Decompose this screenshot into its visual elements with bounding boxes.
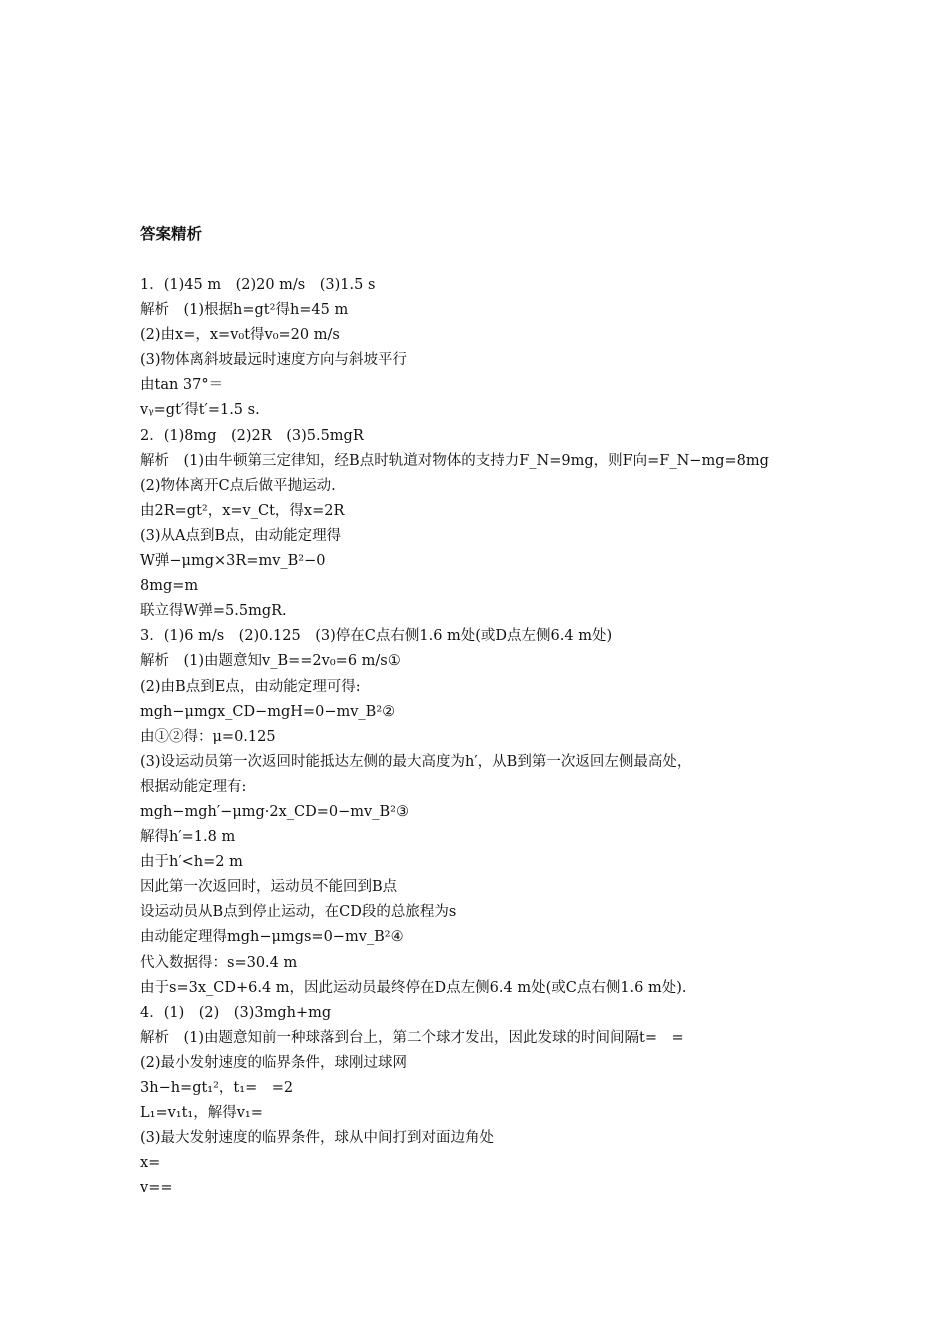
- text-line: 3h−h=gt₁²，t₁= =2: [140, 1080, 294, 1096]
- text-line: 由①②得：μ=0.125: [140, 728, 276, 745]
- text-line: 因此第一次返回时，运动员不能回到B点: [140, 879, 398, 896]
- text-line: 设运动员从B点到停止运动，在CD段的总旅程为s: [140, 904, 457, 921]
- text-line: 解得h′=1.8 m: [140, 829, 236, 846]
- answer-document: [140, 222, 820, 1201]
- text-line: 由tan 37°＝: [140, 377, 224, 394]
- text-line: 1．(1)45 m (2)20 m/s (3)1.5 s: [140, 277, 376, 293]
- text-line: 由动能定理得mgh−μmgs=0−mv_B²④: [140, 929, 404, 946]
- text-line: x=: [140, 1155, 161, 1172]
- text-line: (2)物体离开C点后做平抛运动.: [140, 477, 336, 494]
- text-line: 代入数据得：s=30.4 m: [140, 954, 298, 971]
- text-line: 联立得W弹=5.5mgR.: [140, 603, 287, 620]
- page-title: 答案精析: [140, 225, 203, 243]
- text-line: (2)最小发射速度的临界条件，球刚过球网: [140, 1054, 408, 1071]
- text-line: (3)从A点到B点，由动能定理得: [140, 527, 342, 544]
- text-line: vᵧ=gt′得t′=1.5 s.: [140, 402, 260, 419]
- text-line: W弹−μmg×3R=mv_B²−0: [140, 553, 326, 570]
- text-line: v==: [140, 1180, 173, 1197]
- text-line: (3)设运动员第一次返回时能抵达左侧的最大高度为h′，从B到第一次返回左侧最高处，: [140, 753, 692, 770]
- text-line: mgh−mgh′−μmg·2x_CD=0−mv_B²③: [140, 803, 409, 820]
- text-line: (2)由B点到E点，由动能定理可得:: [140, 678, 361, 695]
- text-line: (3)最大发射速度的临界条件，球从中间打到对面边角处: [140, 1130, 495, 1147]
- text-line: 由于h′<h=2 m: [140, 854, 243, 871]
- text-line: 由于s=3x_CD+6.4 m，因此运动员最终停在D点左侧6.4 m处(或C点右侧1.6 m处).: [140, 979, 687, 996]
- text-line: L₁=v₁t₁，解得v₁=: [140, 1105, 263, 1122]
- text-line: 解析 (1)由牛顿第三定律知，经B点时轨道对物体的支持力F_N=9mg，则F向=F_N−mg=8mg: [140, 452, 769, 469]
- text-line: mgh−μmgx_CD−mgH=0−mv_B²②: [140, 703, 396, 720]
- text-line: 2．(1)8mg (2)2R (3)5.5mgR: [140, 427, 364, 444]
- text-line: 由2R=gt²，x=v_Ct，得x=2R: [140, 502, 345, 519]
- text-line: 4．(1) (2) (3)3mgh+mg: [140, 1004, 332, 1021]
- answer-lines: [140, 273, 820, 1201]
- text-line: 解析 (1)根据h=gt²得h=45 m: [140, 302, 349, 319]
- text-line: 解析 (1)由题意知v_B==2v₀=6 m/s①: [140, 653, 401, 670]
- text-line: (2)由x=，x=v₀t得v₀=20 m/s: [140, 327, 340, 344]
- text-line: 3．(1)6 m/s (2)0.125 (3)停在C点右侧1.6 m处(或D点左侧6.4 m处): [140, 628, 613, 645]
- text-line: 解析 (1)由题意知前一种球落到台上，第二个球才发出，因此发球的时间间隔t= =: [140, 1029, 684, 1046]
- text-line: (3)物体离斜坡最远时速度方向与斜坡平行: [140, 352, 408, 369]
- text-line: 根据动能定理有:: [140, 778, 247, 795]
- text-line: 8mg=m: [140, 578, 199, 595]
